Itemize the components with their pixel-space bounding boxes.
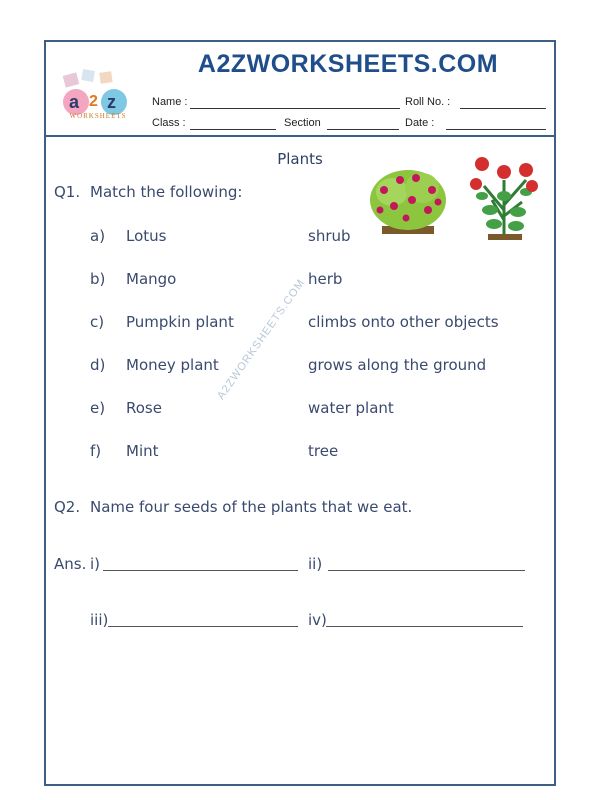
roll-field[interactable] — [460, 108, 546, 109]
ans-label: Ans. — [54, 555, 87, 573]
rose-plant-image — [464, 150, 544, 244]
q1-row-b-letter: b) — [90, 270, 106, 288]
q1-row-e-right: water plant — [308, 399, 394, 417]
site-title: A2ZWORKSHEETS.COM — [197, 50, 499, 78]
bush-image — [366, 160, 450, 242]
q1-row-b-right: herb — [308, 270, 343, 288]
q1-row-f-right: tree — [308, 442, 339, 460]
q1-row-f-letter: f) — [90, 442, 102, 460]
q1-text: Match the following: — [90, 183, 243, 201]
class-label: Class : — [152, 117, 186, 129]
section-field[interactable] — [327, 129, 399, 130]
blank-iii-label: iii) — [90, 611, 109, 629]
blank-iv-line[interactable] — [326, 626, 523, 627]
q1-number: Q1. — [54, 183, 81, 201]
q1-row-b-left: Mango — [126, 270, 177, 288]
logo-caption: WORKSHEETS — [69, 112, 127, 120]
date-label: Date : — [405, 117, 435, 129]
q1-row-a-right: shrub — [308, 227, 351, 245]
page-title: Plants — [277, 150, 323, 168]
q2-number: Q2. — [54, 498, 81, 516]
blank-iii-line[interactable] — [108, 626, 298, 627]
q1-row-f-left: Mint — [126, 442, 159, 460]
name-label: Name : — [152, 96, 188, 108]
blank-ii-label: ii) — [308, 555, 323, 573]
q1-row-a-letter: a) — [90, 227, 106, 245]
q1-row-c-right: climbs onto other objects — [308, 313, 499, 331]
watermark: A2ZWORKSHEETS.COM — [215, 276, 308, 402]
svg-text:z: z — [107, 92, 116, 112]
q2-text: Name four seeds of the plants that we eat. — [90, 498, 413, 516]
blank-iv-label: iv) — [308, 611, 327, 629]
q1-row-c-letter: c) — [90, 313, 105, 331]
date-field[interactable] — [446, 129, 546, 130]
q1-row-e-left: Rose — [126, 399, 162, 417]
class-field[interactable] — [190, 129, 276, 130]
q1-row-e-letter: e) — [90, 399, 106, 417]
svg-text:2: 2 — [89, 93, 98, 110]
blank-i-line[interactable] — [103, 570, 298, 571]
q1-row-c-left: Pumpkin plant — [126, 313, 234, 331]
header-divider — [44, 135, 556, 137]
blank-i-label: i) — [90, 555, 101, 573]
q1-row-d-left: Money plant — [126, 356, 219, 374]
q1-row-d-right: grows along the ground — [308, 356, 487, 374]
blank-ii-line[interactable] — [328, 570, 525, 571]
section-label: Section — [284, 117, 321, 129]
q1-row-d-letter: d) — [90, 356, 106, 374]
svg-text:a: a — [69, 92, 80, 112]
roll-label: Roll No. : — [405, 96, 451, 108]
name-field[interactable] — [190, 108, 400, 109]
q1-row-a-left: Lotus — [126, 227, 167, 245]
